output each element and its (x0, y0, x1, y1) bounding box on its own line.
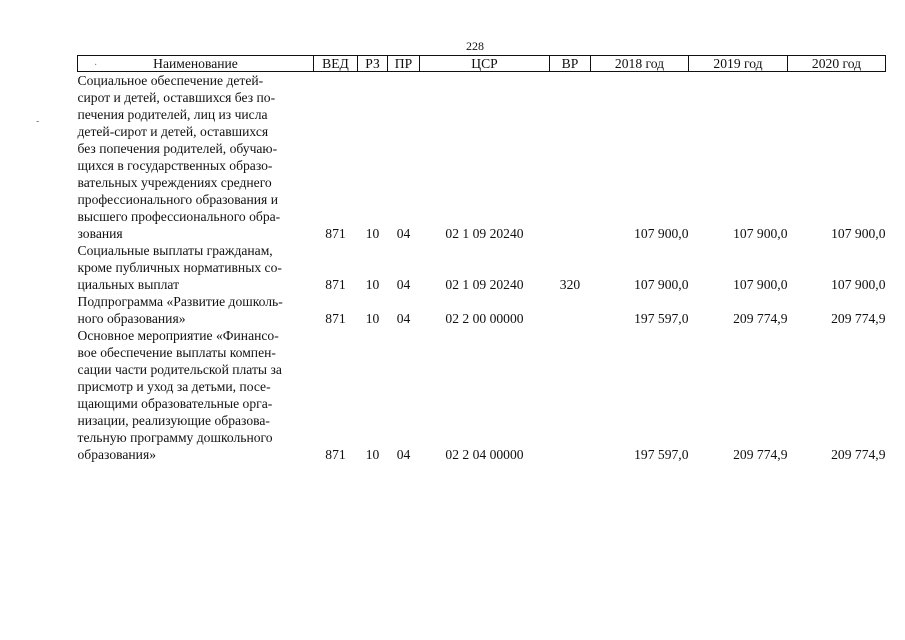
amount-2019-cell: 209 774,9 (733, 447, 788, 462)
pr-cell: 04 (396, 226, 411, 241)
amount-2018-cell: 107 900,0 (634, 226, 689, 241)
column-header-pr: ПР (388, 56, 420, 72)
ved-cell: 871 (325, 277, 346, 292)
csr-cell: 02 2 00 00000 (445, 311, 524, 326)
pr-cell: 04 (396, 277, 411, 292)
budget-table (77, 55, 886, 463)
rz-cell: 10 (365, 311, 380, 326)
vr-cell (550, 327, 591, 463)
page-number: 228 (466, 39, 484, 53)
table-header-row (78, 56, 886, 72)
table-row (78, 327, 886, 463)
vr-cell (550, 293, 591, 327)
column-header-rz: РЗ (358, 56, 388, 72)
scan-speck: · (94, 60, 98, 71)
pr-cell: 04 (396, 447, 411, 462)
amount-2018-cell: 197 597,0 (634, 447, 689, 462)
column-header-2020: 2020 год (788, 56, 886, 72)
rz-cell: 10 (365, 226, 380, 241)
amount-2020-cell: 209 774,9 (831, 311, 886, 326)
amount-2019-cell: 107 900,0 (733, 226, 788, 241)
column-header-vr: ВР (550, 56, 591, 72)
rz-cell: 10 (365, 447, 380, 462)
row-name-cell: Подпрограмма «Развитие дошколь- ного образования» (77, 294, 283, 326)
rz-cell: 10 (365, 277, 380, 292)
row-name-cell: Социальное обеспечение детей- сирот и детей, оставшихся без по- печения родителей, лиц из числа детей-сирот и детей, оставшихся без попечения родителей, обучаю- щихся в государственных образо- вательных учреждениях среднего профессионального образования и высшего профессионального обра- зования (77, 73, 281, 241)
column-header-ved: ВЕД (314, 56, 358, 72)
amount-2018-cell: 197 597,0 (634, 311, 689, 326)
row-name-cell: Основное мероприятие «Финансо- вое обеспечение выплаты компен- сации части родительской платы за присмотр и уход за детьми, посе- щающими образовательные орга- низации, реализующие образова- тельную программу дошкольного образования» (77, 328, 282, 462)
amount-2018-cell: 107 900,0 (634, 277, 689, 292)
vr-cell (550, 72, 591, 243)
csr-cell: 02 1 09 20240 (445, 226, 524, 241)
column-header-name: Наименование (78, 56, 314, 72)
amount-2019-cell: 209 774,9 (733, 311, 788, 326)
csr-cell: 02 2 04 00000 (445, 447, 524, 462)
table-body (78, 72, 886, 464)
column-header-csr: ЦСР (420, 56, 550, 72)
row-name-cell: Социальные выплаты гражданам, кроме публичных нормативных со- циальных выплат (77, 243, 282, 292)
amount-2019-cell: 107 900,0 (733, 277, 788, 292)
vr-cell: 320 (559, 277, 581, 292)
ved-cell: 871 (325, 311, 346, 326)
column-header-2019: 2019 год (689, 56, 788, 72)
csr-cell: 02 1 09 20240 (445, 277, 524, 292)
scan-speck: - (36, 116, 40, 127)
amount-2020-cell: 107 900,0 (831, 226, 886, 241)
table-row (78, 72, 886, 243)
ved-cell: 871 (325, 447, 346, 462)
table-row (78, 242, 886, 293)
pr-cell: 04 (396, 311, 411, 326)
amount-2020-cell: 209 774,9 (831, 447, 886, 462)
amount-2020-cell: 107 900,0 (831, 277, 886, 292)
ved-cell: 871 (325, 226, 346, 241)
table-row (78, 293, 886, 327)
column-header-2018: 2018 год (591, 56, 689, 72)
